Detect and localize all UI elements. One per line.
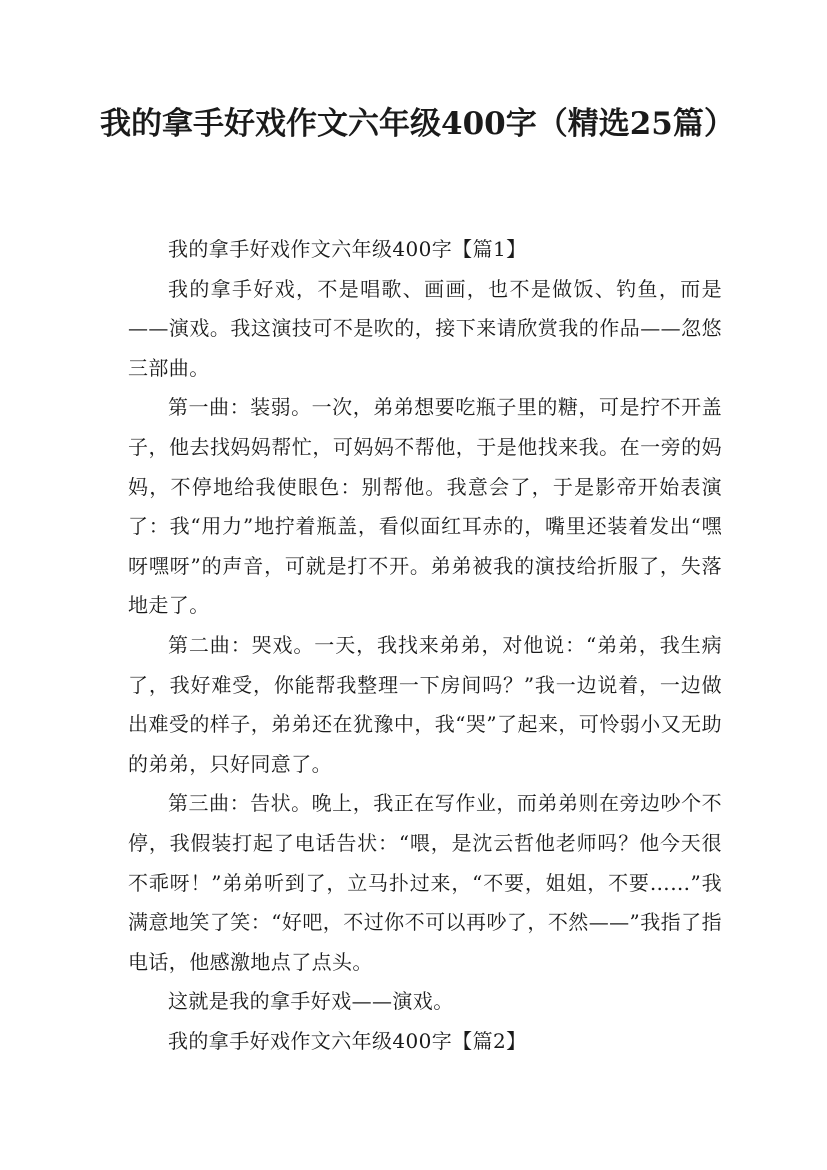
section-heading-1: 我的拿手好戏作文六年级400字【篇1】 [168,237,527,261]
paragraph-first-act: 第一曲：装弱。一次，弟弟想要吃瓶子里的糖，可是拧不开盖子，他去找妈妈帮忙，可妈妈不帮他，于是他找来我。在一旁的妈妈，不停地给我使眼色：别帮他。我意会了，于是影帝开始表演了：我“用力”地拧着瓶盖，看似面红耳赤的，嘴里还装着发出“嘿呀嘿呀”的声音，可就是打不开。弟弟被我的演技给折服了，失落地走了。 [128,395,722,618]
document-body [128,230,722,1061]
paragraph-intro: 我的拿手好戏，不是唱歌、画画，也不是做饭、钓鱼，而是——演戏。我这演技可不是吹的，接下来请欣赏我的作品——忽悠三部曲。 [128,276,722,380]
paragraph-conclusion: 这就是我的拿手好戏——演戏。 [168,989,454,1014]
paragraph-third-act: 第三曲：告状。晚上，我正在写作业，而弟弟则在旁边吵个不停，我假装打起了电话告状：“喂，是沈云哲他老师吗？他今天很不乖呀！”弟弟听到了，立马扑过来，“不要，姐姐，不要……”我满意地笑了笑：“好吧，不过你不可以再吵了，不然——”我指了指电话，他感激地点了点头。 [128,791,722,974]
paragraph-second-act: 第二曲：哭戏。一天，我找来弟弟，对他说：“弟弟，我生病了，我好难受，你能帮我整理一下房间吗？”我一边说着，一边做出难受的样子，弟弟还在犹豫中，我“哭”了起来，可怜弱小又无助的弟弟，只好同意了。 [128,632,722,776]
document-title: 我的拿手好戏作文六年级400字（精选25篇） [100,106,735,142]
section-heading-2: 我的拿手好戏作文六年级400字【篇2】 [168,1028,527,1053]
